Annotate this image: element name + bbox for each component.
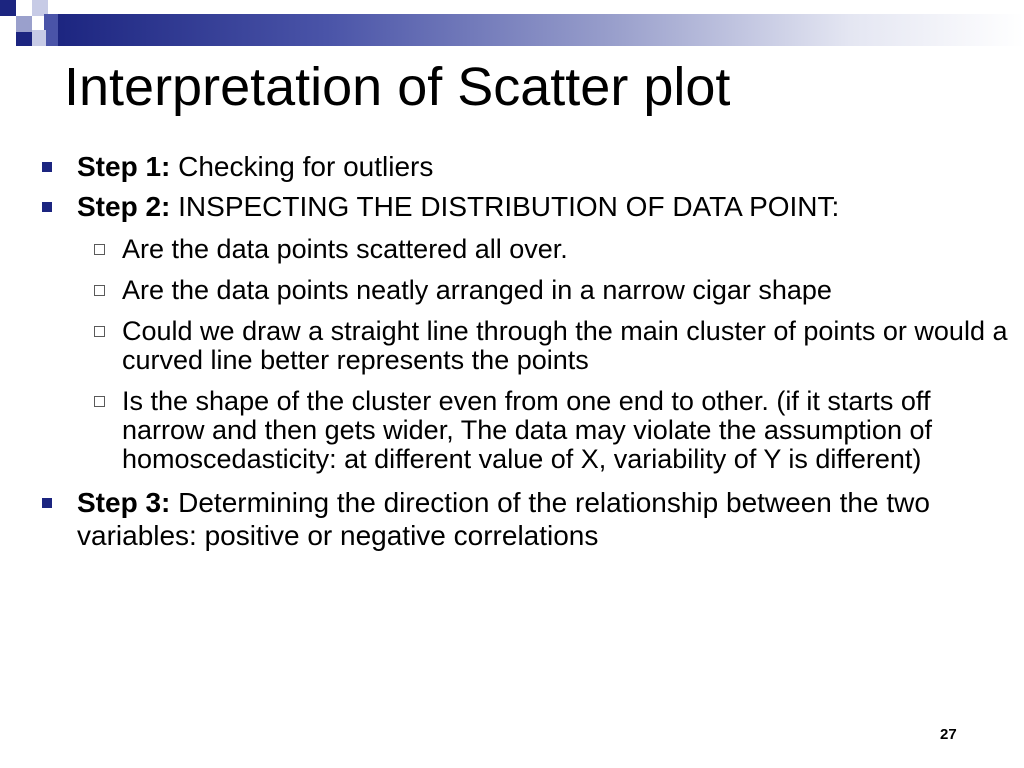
square-bullet-icon xyxy=(42,202,52,212)
decorative-square xyxy=(16,16,32,32)
sub-item xyxy=(40,317,1020,375)
slide-content xyxy=(40,150,1020,559)
bullet-label: Step 1: xyxy=(77,151,171,182)
bullet-text: Determining the direction of the relationship between the two variables: positive or negative correlations xyxy=(77,487,930,551)
hollow-square-bullet-icon xyxy=(94,326,105,337)
slide-title: Interpretation of Scatter plot xyxy=(64,57,731,117)
sub-item-text: Is the shape of the cluster even from one end to other. (if it starts off narrow and then gets wider, The data may violate the assumption of homoscedasticity: at different value of X, variability of Y is different) xyxy=(122,386,932,474)
header-gradient-band xyxy=(56,14,1024,46)
hollow-square-bullet-icon xyxy=(94,285,105,296)
hollow-square-bullet-icon xyxy=(94,396,105,407)
bullet-text: Checking for outliers xyxy=(170,151,434,182)
bullet-step-1 xyxy=(40,150,1020,183)
bullet-label: Step 2: xyxy=(77,191,171,222)
hollow-square-bullet-icon xyxy=(94,244,105,255)
bullet-label: Step 3: xyxy=(77,487,171,518)
sub-item-text: Could we draw a straight line through the main cluster of points or would a curved line better represents the points xyxy=(122,316,1008,375)
bullet-text: INSPECTING THE DISTRIBUTION OF DATA POINT: xyxy=(170,191,840,222)
decorative-square xyxy=(32,30,46,46)
bullet-step-3 xyxy=(40,486,1020,552)
sub-item xyxy=(40,387,1020,474)
sub-item xyxy=(40,235,1020,264)
square-bullet-icon xyxy=(42,162,52,172)
sub-item xyxy=(40,276,1020,305)
bullet-step-2 xyxy=(40,190,1020,223)
decorative-square xyxy=(44,14,58,46)
decorative-square xyxy=(0,0,16,16)
square-bullet-icon xyxy=(42,498,52,508)
decorative-square xyxy=(16,32,32,46)
step-2-sub-list xyxy=(40,235,1020,474)
page-number: 27 xyxy=(940,726,957,743)
sub-item-text: Are the data points neatly arranged in a narrow cigar shape xyxy=(122,275,832,305)
sub-item-text: Are the data points scattered all over. xyxy=(122,234,568,264)
